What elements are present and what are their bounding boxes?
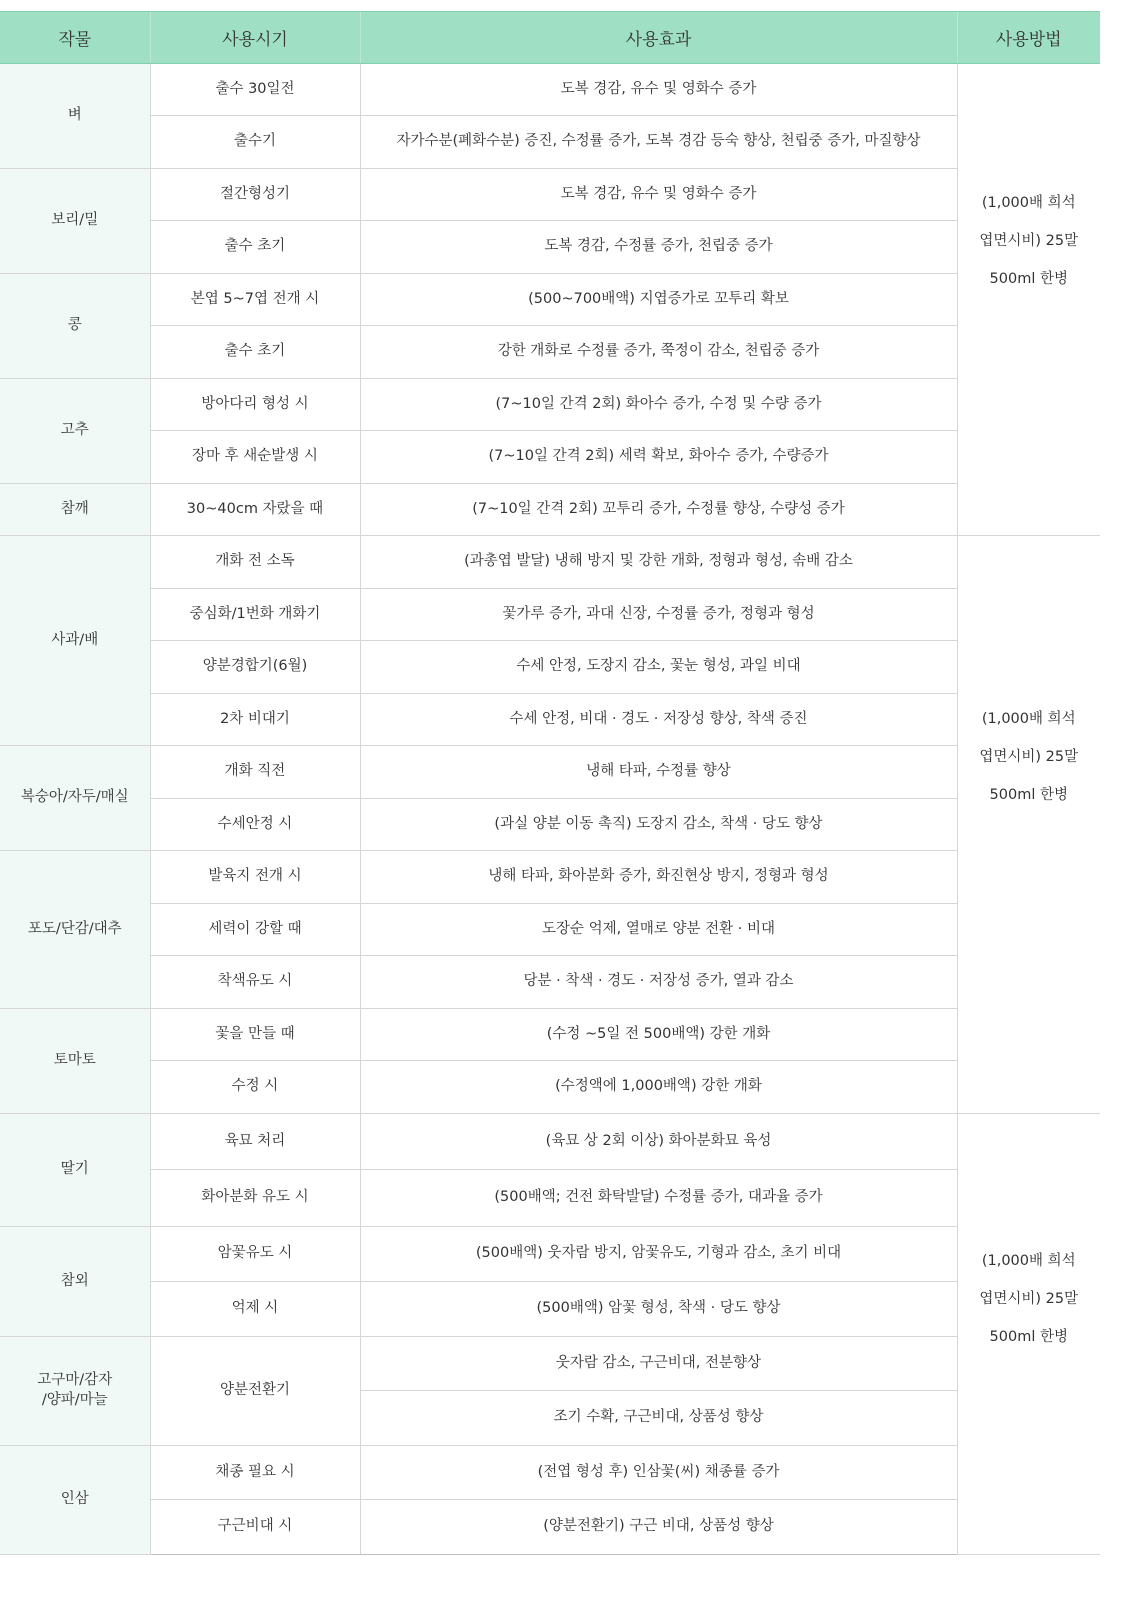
usage-method-cell [957, 64, 1100, 536]
table-row [0, 746, 1100, 799]
table-row [0, 326, 1100, 379]
header-timing: 사용시기 [150, 12, 360, 64]
timing-cell: 방아다리 형성 시 [150, 379, 360, 431]
effect-cell: 도복 경감, 유수 및 영화수 증가 [360, 64, 957, 116]
crop-cell: 보리/밀 [0, 169, 150, 274]
table-row [0, 1114, 1100, 1170]
timing-cell: 육묘 처리 [150, 1114, 360, 1170]
effect-cell: (과실 양분 이동 촉직) 도장지 감소, 착색 · 당도 향상 [360, 799, 957, 851]
effect-cell: 수세 안정, 비대 · 경도 · 저장성 향상, 착색 증진 [360, 694, 957, 746]
timing-cell: 발육지 전개 시 [150, 851, 360, 904]
effect-cell: (수정액에 1,000배액) 강한 개화 [360, 1061, 957, 1114]
effect-cell: 조기 수확, 구근비대, 상품성 향상 [360, 1391, 957, 1446]
effect-cell: (과총엽 발달) 냉해 방지 및 강한 개화, 정형과 형성, 솎배 감소 [360, 536, 957, 589]
usage-line-2: 엽면시비) 25말 [979, 749, 1079, 765]
table-row [0, 641, 1100, 694]
timing-cell: 30~40cm 자랐을 때 [150, 484, 360, 536]
table-row [0, 431, 1100, 484]
effect-cell: 웃자람 감소, 구근비대, 전분향상 [360, 1337, 957, 1391]
header-effect: 사용효과 [360, 12, 957, 64]
effect-cell: 도복 경감, 유수 및 영화수 증가 [360, 169, 957, 221]
effect-cell: 당분 · 착색 · 경도 · 저장성 증가, 열과 감소 [360, 956, 957, 1009]
table-row [0, 484, 1100, 536]
timing-cell: 세력이 강할 때 [150, 904, 360, 956]
table-row [0, 379, 1100, 431]
usage-line-1: (1,000배 희석 [981, 711, 1076, 727]
table-row [0, 904, 1100, 956]
effect-cell: 자가수분(폐화수분) 증진, 수정률 증가, 도복 경감 등숙 향상, 천립중 증가, 마질향상 [360, 116, 957, 169]
crop-line-2: /양파/마늘 [41, 1392, 108, 1408]
timing-cell: 수정 시 [150, 1061, 360, 1114]
effect-cell: 냉해 타파, 수정률 향상 [360, 746, 957, 799]
table-row [0, 956, 1100, 1009]
table-row [0, 64, 1100, 116]
table-row [0, 1446, 1100, 1500]
crop-cell: 벼 [0, 64, 150, 169]
effect-cell: (7~10일 간격 2회) 세력 확보, 화아수 증가, 수량증가 [360, 431, 957, 484]
usage-method-cell [957, 1114, 1100, 1555]
effect-cell: (수정 ~5일 전 500배액) 강한 개화 [360, 1009, 957, 1061]
crop-cell: 콩 [0, 274, 150, 379]
timing-cell: 개화 직전 [150, 746, 360, 799]
crop-cell: 복숭아/자두/매실 [0, 746, 150, 851]
timing-cell: 출수 초기 [150, 221, 360, 274]
timing-cell: 화아분화 유도 시 [150, 1170, 360, 1227]
table-row [0, 221, 1100, 274]
effect-cell: (양분전환기) 구근 비대, 상품성 향상 [360, 1500, 957, 1555]
crop-cell: 딸기 [0, 1114, 150, 1227]
table-row [0, 851, 1100, 904]
crop-cell: 참깨 [0, 484, 150, 536]
table-row [0, 536, 1100, 589]
crop-cell: 토마토 [0, 1009, 150, 1114]
effect-cell: (육묘 상 2회 이상) 화아분화묘 육성 [360, 1114, 957, 1170]
table-row [0, 1500, 1100, 1555]
crop-cell: 고추 [0, 379, 150, 484]
crop-cell: 사과/배 [0, 536, 150, 746]
crop-usage-table [0, 11, 1100, 1555]
header-crop: 작물 [0, 12, 150, 64]
table-row [0, 116, 1100, 169]
table-row [0, 1227, 1100, 1282]
usage-line-1: (1,000배 희석 [981, 195, 1076, 211]
timing-cell: 개화 전 소독 [150, 536, 360, 589]
effect-cell: (전엽 형성 후) 인삼꽃(씨) 채종률 증가 [360, 1446, 957, 1500]
timing-cell: 구근비대 시 [150, 1500, 360, 1555]
table-row [0, 1170, 1100, 1227]
table-header-row [0, 12, 1100, 64]
table-row [0, 1282, 1100, 1337]
usage-line-3: 500ml 한병 [989, 271, 1068, 287]
timing-cell: 암꽃유도 시 [150, 1227, 360, 1282]
timing-cell: 착색유도 시 [150, 956, 360, 1009]
timing-cell: 억제 시 [150, 1282, 360, 1337]
effect-cell: 도복 경감, 수정률 증가, 천립중 증가 [360, 221, 957, 274]
timing-cell: 채종 필요 시 [150, 1446, 360, 1500]
timing-cell: 절간형성기 [150, 169, 360, 221]
effect-cell: (500배액; 건전 화탁발달) 수정률 증가, 대과율 증가 [360, 1170, 957, 1227]
table-row [0, 169, 1100, 221]
usage-line-1: (1,000배 희석 [981, 1253, 1076, 1269]
effect-cell: (500~700배액) 지엽증가로 꼬투리 확보 [360, 274, 957, 326]
crop-cell: 인삼 [0, 1446, 150, 1555]
table-row [0, 1009, 1100, 1061]
header-method: 사용방법 [957, 12, 1100, 64]
crop-cell [0, 1337, 150, 1446]
effect-cell: (7~10일 간격 2회) 화아수 증가, 수정 및 수량 증가 [360, 379, 957, 431]
effect-cell: 수세 안정, 도장지 감소, 꽃눈 형성, 과일 비대 [360, 641, 957, 694]
table-row [0, 274, 1100, 326]
table-row [0, 1337, 1100, 1391]
timing-cell: 중심화/1번화 개화기 [150, 589, 360, 641]
timing-cell: 꽃을 만들 때 [150, 1009, 360, 1061]
effect-cell: 도장순 억제, 열매로 양분 전환 · 비대 [360, 904, 957, 956]
timing-cell: 본엽 5~7엽 전개 시 [150, 274, 360, 326]
timing-cell: 출수 초기 [150, 326, 360, 379]
timing-cell: 양분경합기(6월) [150, 641, 360, 694]
crop-cell: 참외 [0, 1227, 150, 1337]
table-row [0, 1061, 1100, 1114]
timing-cell: 수세안정 시 [150, 799, 360, 851]
timing-cell: 출수기 [150, 116, 360, 169]
table-row [0, 799, 1100, 851]
table-row [0, 589, 1100, 641]
effect-cell: (500배액) 암꽃 형성, 착색 · 당도 향상 [360, 1282, 957, 1337]
timing-cell: 2차 비대기 [150, 694, 360, 746]
effect-cell: 냉해 타파, 화아분화 증가, 화진현상 방지, 정형과 형성 [360, 851, 957, 904]
effect-cell: 꽃가루 증가, 과대 신장, 수정률 증가, 정형과 형성 [360, 589, 957, 641]
effect-cell: (7~10일 간격 2회) 꼬투리 증가, 수정률 향상, 수량성 증가 [360, 484, 957, 536]
usage-line-3: 500ml 한병 [989, 1329, 1068, 1345]
usage-line-3: 500ml 한병 [989, 787, 1068, 803]
timing-cell: 양분전환기 [150, 1337, 360, 1446]
crop-line-1: 고구마/감자 [37, 1372, 113, 1389]
effect-cell: 강한 개화로 수정률 증가, 쭉정이 감소, 천립중 증가 [360, 326, 957, 379]
crop-cell: 포도/단감/대추 [0, 851, 150, 1009]
usage-line-2: 엽면시비) 25말 [979, 233, 1079, 249]
usage-line-2: 엽면시비) 25말 [979, 1291, 1079, 1307]
usage-method-cell [957, 536, 1100, 1114]
table-row [0, 694, 1100, 746]
effect-cell: (500배액) 웃자람 방지, 암꽃유도, 기형과 감소, 초기 비대 [360, 1227, 957, 1282]
timing-cell: 출수 30일전 [150, 64, 360, 116]
timing-cell: 장마 후 새순발생 시 [150, 431, 360, 484]
